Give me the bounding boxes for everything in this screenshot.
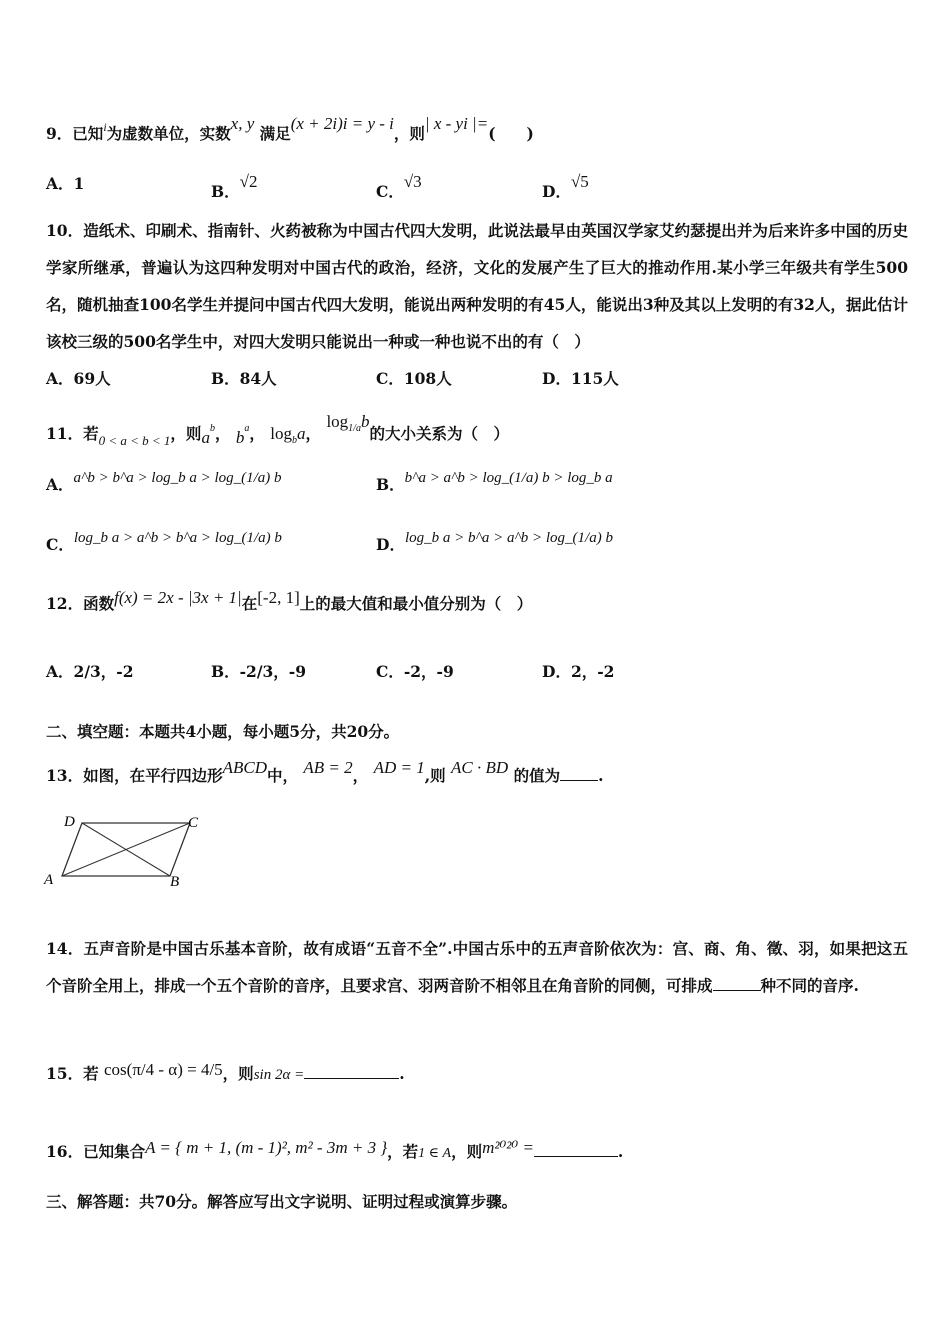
section-2-heading: 二、填空题：本题共4小题，每小题5分，共20分。 (46, 722, 400, 741)
q11-option-c: C．log_b a > a^b > b^a > log_(1/a) b (46, 530, 282, 554)
q12-option-b: B．-2/3，-9 (211, 662, 306, 681)
q12-option-a: A．2/3，-2 (46, 662, 134, 681)
q10-option-d: D．115人 (542, 369, 619, 388)
vertex-c: C (188, 815, 199, 831)
q10-option-b: B．84人 (211, 369, 277, 388)
q9-option-b: B．√2 (211, 172, 258, 201)
vertex-a: A (44, 872, 54, 888)
q10-option-c: C．108人 (376, 369, 452, 388)
section-3-heading: 三、解答题：共70分。解答应写出文字说明、证明过程或演算步骤。 (46, 1192, 518, 1211)
q11-stem: 11．若$_{0 < a < b < 1}$，则$a^b$， $b^a$， $\log_ba$， $\log_{1/a}b$的大小关系为（ ） (46, 412, 509, 448)
q11-option-a: A．a^b > b^a > log_b a > log_(1/a) b (46, 470, 282, 494)
q13-stem: 13．如图，在平行四边形ABCD中， AB = 2， AD = 1,则 AC · BD 的值为 . (46, 758, 604, 785)
q16-stem: 16．已知集合A = { m + 1, (m - 1)², m² - 3m + 3 }，若1 ∈ A，则m²⁰²⁰ = . (46, 1138, 624, 1161)
q9-option-d: D．√5 (542, 172, 589, 201)
q12-stem: 12．函数f(x) = 2x - |3x + 1|在[-2, 1]上的最大值和最小值分别为（ ） (46, 588, 533, 613)
vertex-d: D (64, 814, 75, 830)
parallelogram-figure (42, 810, 212, 890)
q11-option-b: B．b^a > a^b > log_(1/a) b > log_b a (376, 470, 613, 494)
q12-option-d: D．2，-2 (542, 662, 615, 681)
vertex-b: B (170, 874, 180, 890)
q9-option-c: C．√3 (376, 172, 422, 201)
q9-stem: 9．已知$^i$为虚数单位，实数x, y 满足(x + 2i)i = y - i，则| x - yi |=( ) (46, 114, 534, 143)
q14-stem: 14．五声音阶是中国古乐基本音阶，故有成语“五音不全”.中国古乐中的五声音阶依次为：宫、商、角、徵、羽，如果把这五个音阶全用上，排成一个五个音阶的音序，且要求宫、羽两音阶不相邻且在角音阶的同侧，可排成 种不同的音序. (46, 939, 908, 995)
q11-option-d: D．log_b a > b^a > a^b > log_(1/a) b (376, 530, 613, 554)
q12-option-c: C．-2，-9 (376, 662, 454, 681)
q10-stem: 10．造纸术、印刷术、指南针、火药被称为中国古代四大发明，此说法最早由英国汉学家艾约瑟提出并为后来许多中国的历史学家所继承，普遍认为这四种发明对中国古代的政治，经济，文化的发展产生了巨大的推动作用.某小学三年级共有学生500名，随机抽查100名学生并提问中国古代四大发明，能说出两种发明的有45人，能说出3种及其以上发明的有32人，据此估计该校三级的500名学生中，对四大发明只能说出一种或一种也说不出的有（ ） (46, 221, 908, 351)
q10-option-a: A．69人 (46, 369, 111, 388)
q15-stem: 15．若 cos(π/4 - α) = 4/5，则sin 2α = . (46, 1060, 405, 1083)
q9-option-a: A．1 (46, 174, 85, 193)
